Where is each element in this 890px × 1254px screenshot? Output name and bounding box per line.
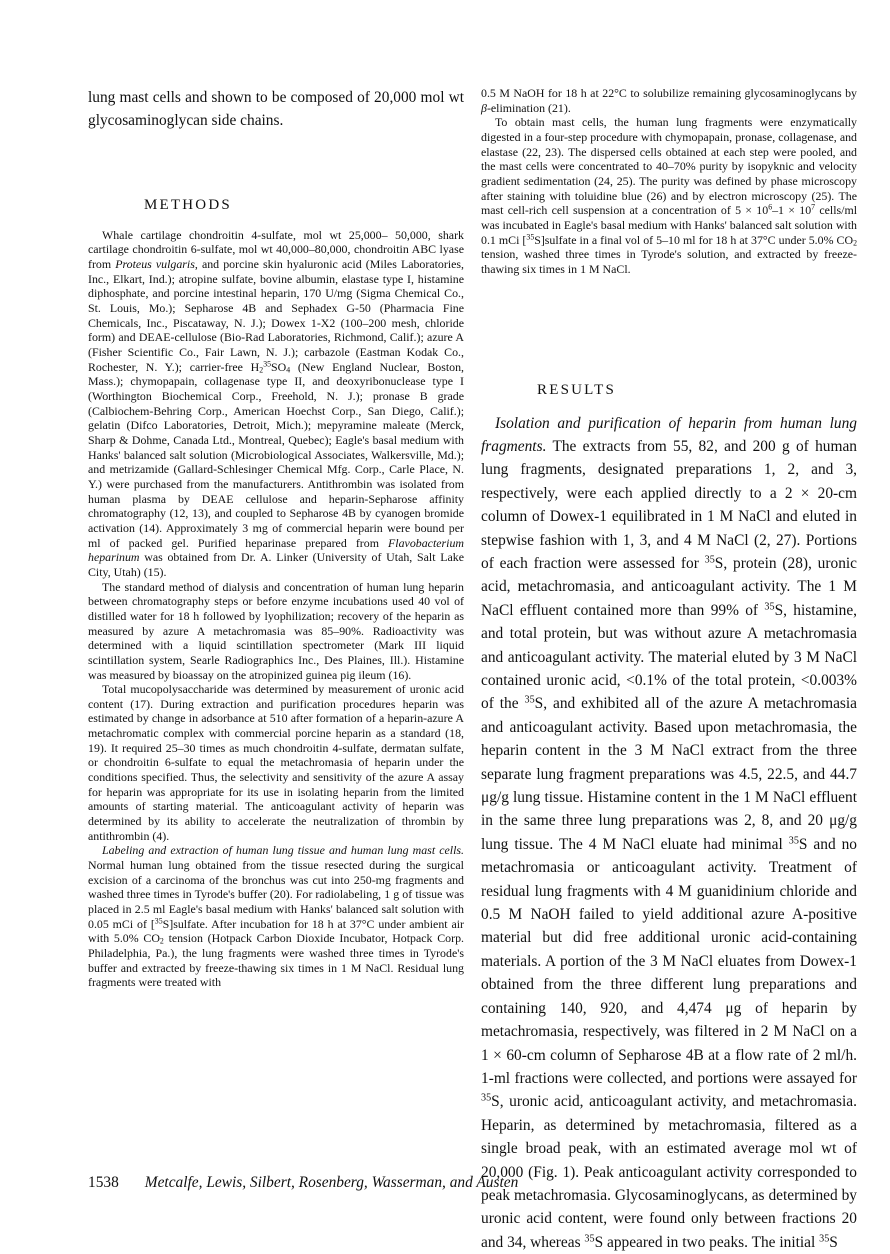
mast-cells-paragraph: To obtain mast cells, the human lung fragments were enzymatically digested in a four-step procedure with chymopapain, pronase, collagenase, and elastase (22, 23). The dispersed cells obtained at each step were pooled, and the mast cells were concentrated to 40–70% purity by isopyknic and velocity gradient sedimentation (24, 25). The purity was defined by phase microscopy after staining with toluidine blue (26) and by electron microscopy (25). The mast cell-rich cell suspension at a concentration of $5 \times 10^6-1 \times 10^7$ cells/ml was incubated in Eagle's basal medium with Hanks' balanced salt solution with 0.1 mCi [$^{35}$S]sulfate in a final vol of 5–10 ml for 18 h at 37°C under 5.0% $CO_2$ tension, washed three times in Tyrode's solution, and extracted by freeze-thawing six times in 1 M NaCl.: [481, 115, 857, 276]
isolation-subheading: Isolation and purification of heparin from human lung fragments.: [481, 414, 857, 455]
page-footer: [88, 1174, 518, 1192]
isolation-paragraph: Isolation and purification of heparin from human lung fragments. The extracts from 55, 82, and 200 g of human lung fragments, designated preparations 1, 2, and 3, respectively, were each applied directly to a 2 × 20-cm column of Dowex-1 equilibrated in 1 M NaCl and eluted in stepwise fashion with 1, 3, and 4 M NaCl (2, 27). Portions of each fraction were assessed for $^{35}$S, protein (28), uronic acid, metachromasia, and anticoagulant activity. The 1 M NaCl effluent contained more than 99% of $^{35}$S, histamine, and total protein, but was without azure A metachromasia and anticoagulant activity. The material eluted by 3 M NaCl contained uronic acid, <0.1% of the total protein, <0.003% of the $^{35}$S, and exhibited all of the azure A metachromasia and anticoagulant activity. Based upon metachromasia, the heparin content in the 3 M NaCl extract from the three separate lung fragment preparations was 4.5, 22.5, and 44.7 μg/g lung tissue. Histamine content in the 1 M NaCl effluent in the same three lung preparations was 2, 8, and 20 μg/g lung tissue. The 4 M NaCl eluate had minimal $^{35}$S and no metachromasia or anticoagulant activity. Treatment of residual lung fragments with 4 M guanidinium chloride and 0.5 M NaOH failed to yield additional azure A-positive material but did free additional uronic acid-containing materials. A portion of the 3 M NaCl eluates from Dowex-1 obtained from the three different lung preparations and containing 140, 920, and 4,474 μg of heparin by metachromasia, respectively, was filtered in 2 M NaCl on a 1 × 60-cm column of Sepharose 4B at a flow rate of 2 ml/h. 1-ml fractions were collected, and portions were assayed for $^{35}$S, uronic acid, anticoagulant activity, and metachromasia. Heparin, as determined by metachromasia, filtered as a single broad peak, with an estimated average mol wt of 20,000 (Fig. 1). Peak anticoagulant activity corresponded to peak metachromasia. Glycosaminoglycans, as determined by uronic acid content, were found only between fractions 20 and 34, whereas $^{35}$S appeared in two peaks. The initial $^{35}$S: [481, 414, 857, 1251]
left-column: [88, 86, 464, 990]
methods-heading: METHODS: [144, 196, 232, 213]
intro-paragraph: lung mast cells and shown to be composed of 20,000 mol wt glycosaminoglycan side chains.: [88, 89, 464, 130]
materials-paragraph: Whale cartilage chondroitin 4-sulfate, mol wt 25,000– 50,000, shark cartilage chondroitin 6-sulfate, mol wt 40,000–80,000, chondroitin ABC lyase from Proteus vulgaris, and porcine skin hyaluronic acid (Miles Laboratories, Inc., Elkart, Ind.); atropine sulfate, bovine albumin, elastase type I, histamine diphosphate, and porcine intestinal heparin, 170 U/mg (Sigma Chemical Co., St. Louis, Mo.); Sepharose 4B and Sephadex G-50 (Pharmacia Fine Chemicals, Inc., Piscataway, N. J.); Dowex 1-X2 (100–200 mesh, chloride form) and DEAE-cellulose (Bio-Rad Laboratories, Richmond, Calif.); azure A (Fisher Scientific Co., Fair Lawn, N. J.); carbazole (Eastman Kodak Co., Rochester, N. Y.); carrier-free $H_2^{35}SO_4$ (New England Nuclear, Boston, Mass.); chymopapain, collagenase type II, and deoxyribonuclease type I (Worthington Biochemical Corp., Freehold, N. J.); pronase B grade (Calbiochem-Behring Corp., American Hoechst Corp., San Diego, Calif.); gelatin (Difco Laboratories, Detroit, Mich.); mepyramine maleate (Merck, Sharp & Dohme, Canada Ltd., Montreal, Quebec); Eagle's basal medium with Hanks' balanced salt solution (Microbiological Associates, Walkersville, Md.); and metrizamide (Gallard-Schlesinger Chemical Mfg. Corp., Carle Place, N. Y.) were purchased from the manufacturers. Antithrombin was isolated from human plasma by DEAE cellulose and heparin-Sepharose affinity chromatography (12, 13), and coupled to Sepharose 4B by cyanogen bromide activation (14). Approximately 3 mg of commercial heparin were bound per ml of packed gel. Purified heparinase prepared from Flavobacterium heparinum was obtained from Dr. A. Linker (University of Utah, Salt Lake City, Utah) (15).: [88, 227, 465, 579]
right-column: [481, 86, 857, 1254]
page-number: 1538: [88, 1174, 119, 1191]
labeling-subheading: Labeling and extraction of human lung tissue and human lung mast cells.: [102, 843, 464, 858]
labeling-paragraph: Labeling and extraction of human lung tissue and human lung mast cells. Normal human lung obtained from the tissue resected during the surgical excision of a carcinoma of the bronchus was cut into 250-mg fragments and washed three times in Tyrode's buffer (20). For radiolabeling, 1 g of tissue was placed in 2.5 ml Eagle's basal medium with Hanks' balanced salt solution with 0.05 mCi of [$^{35}$S]sulfate. After incubation for 18 h at 37°C under ambient air with 5.0% $CO_2$ tension (Hotpack Carbon Dioxide Incubator, Hotpack Corp. Philadelphia, Pa.), the lung fragments were washed three times in Tyrode's buffer and extracted by freeze-thawing six times in 1 M NaCl. Residual lung fragments were treated with: [88, 843, 464, 990]
results-heading: RESULTS: [537, 381, 617, 398]
mucopolysaccharide-paragraph: Total mucopolysaccharide was determined by measurement of uronic acid content (17). During extraction and purification procedures heparin was estimated by change in adsorbance at 510 after formation of a heparin-azure A metachromatic complex with commercial porcine heparin as a standard (18, 19). It required 25–30 times as much chondroitin 4-sulfate, dermatan sulfate, or chondroitin 6-sulfate to equal the metachromasia of heparin under the conditions specified. Thus, the selectivity and sensitivity of the azure A assay for heparin was appropriate for its use in isolating heparin from the limited amounts of starting material. The anticoagulant activity of heparin was determined by its ability to accelerate the neutralization of thrombin by antithrombin (4).: [88, 682, 464, 843]
running-authors: Metcalfe, Lewis, Silbert, Rosenberg, Wasserman, and Austen: [144, 1174, 519, 1191]
labeling-continued-paragraph: 0.5 M NaOH for 18 h at 22°C to solubilize remaining glycosaminoglycans by β-elimination (21).: [481, 86, 857, 115]
dialysis-paragraph: The standard method of dialysis and concentration of human lung heparin between chromatography steps or before enzyme incubations used 40 vol of distilled water for 18 h followed by lyophilization; recovery of the heparin as measured by azure A metachromasia was 85–90%. Radioactivity was determined with a liquid scintillation spectrometer (Mark III liquid scintillation system, Searle Radiographics Inc., Des Plaines, Ill.). Histamine was measured by bioassay on the atropinized guinea pig ileum (16).: [88, 579, 464, 682]
